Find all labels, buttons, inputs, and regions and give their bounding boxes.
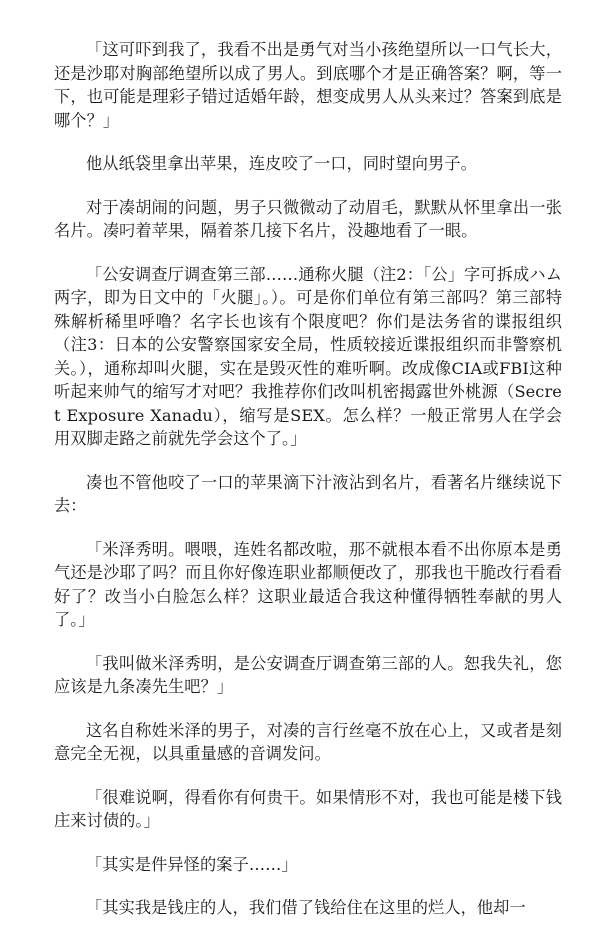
paragraph-1: 「这可吓到我了，我看不出是勇气对当小孩绝望所以一口气长大，还是沙耶对胸部绝望所以成了男人。到底哪个才是正确答案？啊，等一下，也可能是理彩子错过适婚年龄，想变成男人从头来过？答案到底是哪个？」 bbox=[54, 40, 562, 130]
paragraph-9: 「很难说啊，得看你有何贵干。如果情形不对，我也可能是楼下钱庄来讨债的。」 bbox=[54, 787, 562, 830]
paragraph-3: 对于凑胡闹的问题，男子只微微动了动眉毛，默默从怀里拿出一张名片。凑叼着苹果，隔着茶几接下名片，没趣地看了一眼。 bbox=[54, 197, 562, 240]
paragraph-11: 「其实我是钱庄的人，我们借了钱给住在这里的烂人，他却一 bbox=[86, 898, 526, 917]
paragraph-7: 「我叫做米泽秀明，是公安调查厅调查第三部的人。恕我失礼，您应该是九条凑先生吧？」 bbox=[54, 653, 562, 696]
paragraph-6: 「米泽秀明。喂喂，连姓名都改啦，那不就根本看不出你原本是勇气还是沙耶了吗？而且你好像连职业都顺便改了，那我也干脆改行看看好了？改当小白脸怎么样？这职业最适合我这种懂得牺牲奉献的男人了。」 bbox=[54, 539, 562, 629]
document-page bbox=[54, 38, 562, 940]
paragraph-5: 凑也不管他咬了一口的苹果滴下汁液沾到名片，看著名片继续说下去： bbox=[54, 472, 562, 515]
paragraph-8: 这名自称姓米泽的男子，对凑的言行丝毫不放在心上，又或者是刻意完全无视，以具重量感的音调发问。 bbox=[54, 720, 562, 763]
paragraph-10: 「其实是件异怪的案子……」 bbox=[86, 854, 298, 874]
paragraph-2: 他从纸袋里拿出苹果，连皮咬了一口，同时望向男子。 bbox=[86, 154, 477, 173]
paragraph-4: 「公安调查厅调查第三部……通称火腿（注2：「公」字可拆成ハム两字，即为日文中的「火腿」。）。可是你们单位有第三部吗？第三部特殊解析稀里呼噜？名字长也该有个限度吧？你们是法务省的谍报组织（注3：日本的公安警察国家安全局，性质较接近谍报组织而非警察机关。），通称却叫火腿，实在是毁灭性的难听啊。改成像CIA或FBI这种听起来帅气的缩写才对吧？我推荐你们改叫机密揭露世外桃源（Secret Exposure Xanadu），缩写是SEX。怎么样？一般正常男人在学会用双脚走路之前就先学会这个了。」 bbox=[54, 264, 562, 448]
